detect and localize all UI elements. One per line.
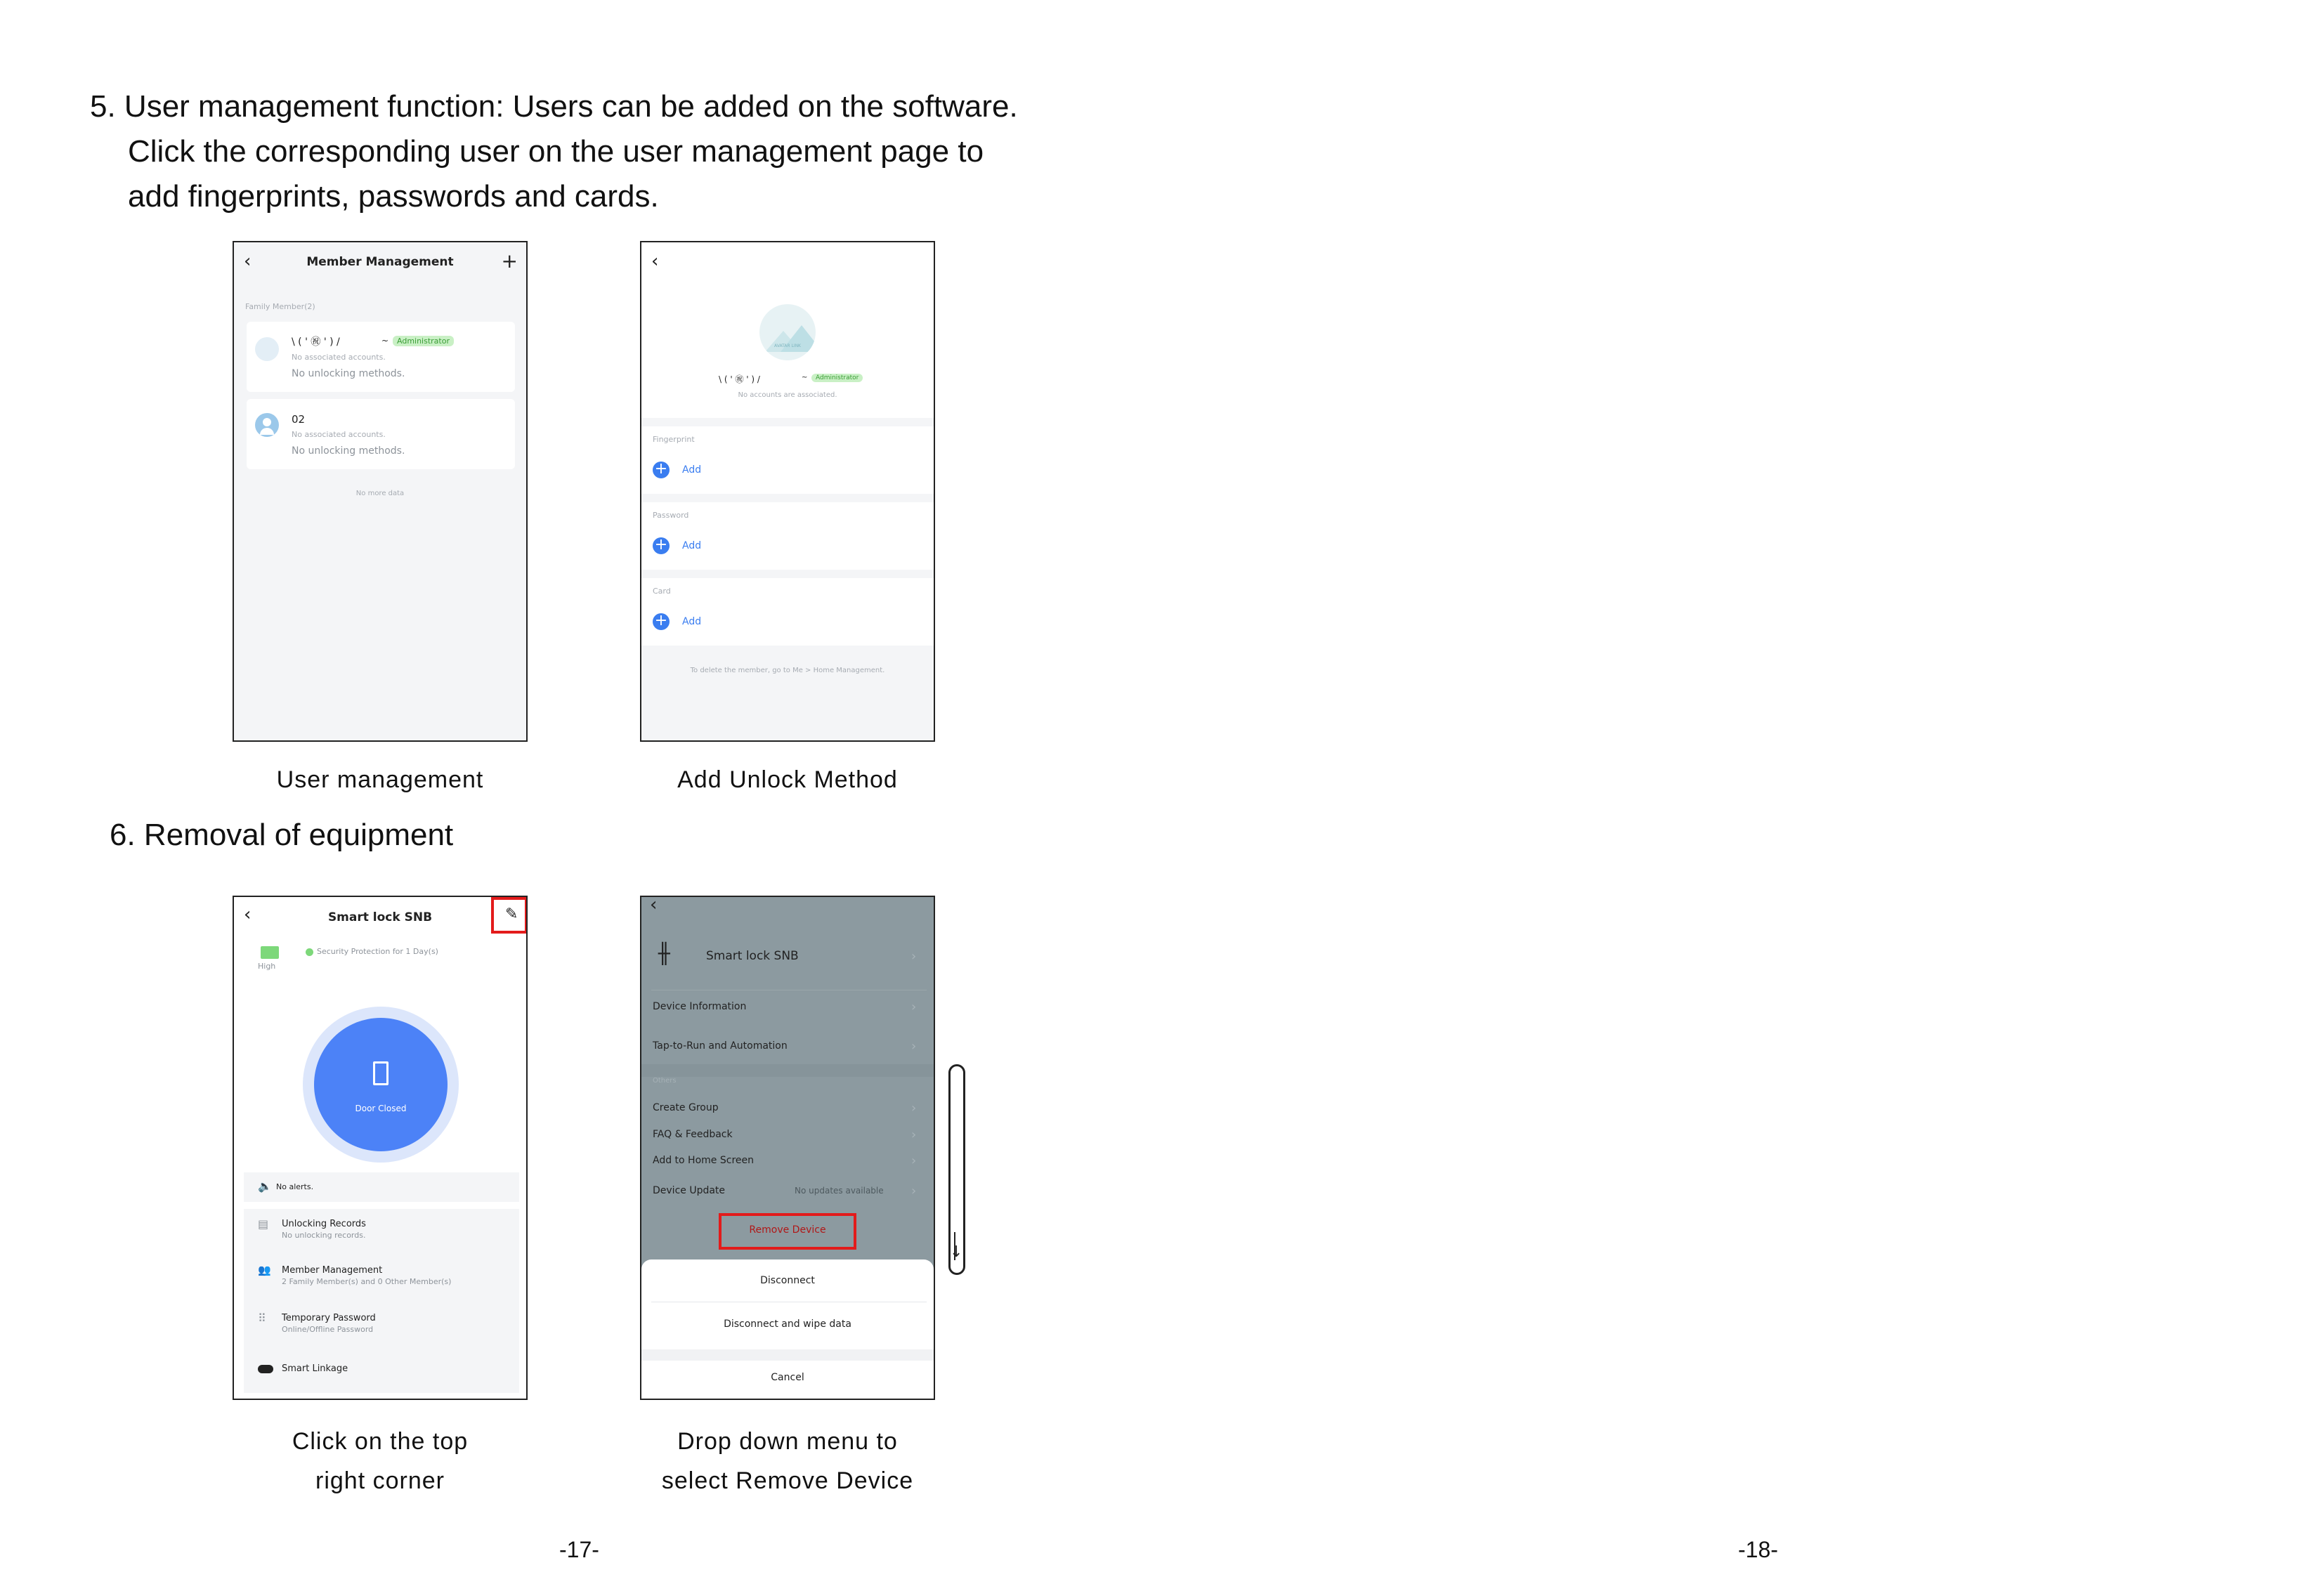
scroll-indicator: [948, 1064, 965, 1275]
highlight-box: [719, 1213, 856, 1250]
menu-item-title: Temporary Password: [282, 1313, 376, 1323]
chevron-right-icon: ›: [911, 949, 917, 964]
alerts-text: No alerts.: [276, 1182, 314, 1191]
add-unlock-screenshot: [640, 241, 935, 742]
page-number-right: -18-: [1738, 1537, 1778, 1562]
member-accounts: No associated accounts.: [292, 430, 386, 439]
protection-text: Security Protection for 1 Day(s): [317, 947, 438, 956]
chevron-left-icon[interactable]: ‹: [244, 251, 252, 272]
chevron-right-icon: ›: [911, 1127, 917, 1142]
member-name: \ ( ' ㊗ ' ) /: [719, 374, 760, 384]
add-card-button[interactable]: Add: [682, 616, 702, 627]
disconnect-option[interactable]: Disconnect: [760, 1275, 815, 1286]
tap-to-run-item[interactable]: Tap-to-Run and Automation: [653, 1040, 788, 1052]
menu-item-title: Unlocking Records: [282, 1219, 366, 1229]
page-number-left: -17-: [559, 1537, 599, 1562]
unlock-button[interactable]: [314, 1018, 448, 1151]
member-name: \ ( ' ㊗ ' ) /: [292, 336, 340, 348]
admin-badge: Administrator: [811, 374, 863, 382]
battery-icon: [261, 946, 279, 959]
plus-icon[interactable]: +: [501, 249, 518, 273]
chevron-right-icon: ›: [911, 1153, 917, 1168]
admin-badge: Administrator: [393, 336, 454, 346]
caption-user-management: User management: [276, 766, 484, 793]
member-methods: No unlocking methods.: [292, 445, 405, 457]
section-label: Family Member(2): [245, 302, 315, 311]
shield-icon: [306, 948, 313, 956]
smart-lock-screenshot: [233, 896, 528, 1400]
member-suffix: ~: [381, 336, 389, 346]
section-label: Password: [653, 511, 689, 520]
menu-item-sub: 2 Family Member(s) and 0 Other Member(s): [282, 1277, 452, 1286]
avatar-image[interactable]: [759, 304, 816, 360]
cancel-option[interactable]: Cancel: [771, 1372, 804, 1383]
add-icon[interactable]: +: [653, 462, 670, 478]
menu-item-title: Smart Linkage: [282, 1363, 348, 1374]
others-label: Others: [653, 1077, 677, 1085]
device-name: Smart lock SNB: [706, 949, 799, 963]
add-icon[interactable]: +: [653, 537, 670, 554]
screen-title: Member Management: [306, 255, 454, 269]
toggle-icon: [258, 1365, 273, 1373]
menu-item-unlocking-records[interactable]: [244, 1209, 519, 1252]
add-to-home-item[interactable]: Add to Home Screen: [653, 1155, 754, 1166]
menu-panel: [244, 1209, 519, 1393]
member-methods: No unlocking methods.: [292, 368, 405, 379]
avatar-text: AVATAR LINK: [774, 343, 801, 348]
keypad-icon: ⠿: [258, 1311, 266, 1325]
add-icon[interactable]: +: [653, 613, 670, 630]
menu-item-temporary-password[interactable]: [244, 1303, 519, 1347]
add-password-button[interactable]: Add: [682, 540, 702, 551]
speaker-icon: 🔈: [258, 1179, 272, 1193]
action-sheet: [641, 1259, 934, 1400]
chevron-left-icon[interactable]: ‹: [244, 904, 252, 925]
lock-device-icon: ╫: [658, 942, 670, 965]
highlight-box: [491, 897, 528, 934]
member-card[interactable]: [247, 322, 515, 392]
faq-feedback-item[interactable]: FAQ & Feedback: [653, 1129, 733, 1140]
member-management-screenshot: [233, 241, 528, 742]
caption-drop-down-1: Drop down menu to: [677, 1428, 898, 1455]
section5-line1: 5. User management function: Users can be added on the software.: [90, 89, 1018, 124]
card-section: [641, 578, 934, 646]
avatar: [255, 413, 279, 437]
section-label: Fingerprint: [653, 435, 695, 444]
member-card[interactable]: [247, 399, 515, 469]
chevron-right-icon: ›: [911, 1039, 917, 1054]
members-icon: 👥: [258, 1264, 271, 1276]
password-section: [641, 502, 934, 570]
chevron-left-icon[interactable]: ‹: [650, 896, 658, 915]
document-icon: ▤: [258, 1217, 269, 1231]
member-accounts: No associated accounts.: [292, 353, 386, 362]
battery-label: High: [258, 962, 276, 971]
menu-item-member-management[interactable]: [244, 1255, 519, 1299]
caption-click-top-2: right corner: [315, 1467, 445, 1494]
delete-hint: To delete the member, go to Me > Home Management.: [690, 667, 885, 674]
chevron-right-icon: ›: [911, 1101, 917, 1115]
menu-item-sub: Online/Offline Password: [282, 1325, 374, 1334]
device-settings-screenshot: [640, 896, 935, 1400]
menu-item-sub: No unlocking records.: [282, 1231, 366, 1240]
door-icon: [373, 1061, 389, 1085]
chevron-right-icon: ›: [911, 1000, 917, 1014]
caption-add-unlock: Add Unlock Method: [677, 766, 898, 793]
fingerprint-section: [641, 426, 934, 494]
menu-item-smart-linkage[interactable]: [244, 1354, 519, 1387]
caption-click-top-1: Click on the top: [292, 1428, 469, 1455]
device-update-item[interactable]: Device Update: [653, 1185, 726, 1196]
remove-device-label: Remove Device: [749, 1224, 826, 1236]
section6-title: 6. Removal of equipment: [110, 818, 454, 852]
chevron-left-icon[interactable]: ‹: [651, 251, 659, 272]
member-name: 02: [292, 413, 306, 426]
device-title: Smart lock SNB: [327, 910, 433, 924]
update-status: No updates available: [795, 1186, 884, 1196]
alerts-bar: [244, 1172, 519, 1202]
device-information-item[interactable]: Device Information: [653, 1001, 747, 1012]
section-label: Card: [653, 587, 671, 596]
menu-item-title: Member Management: [282, 1265, 383, 1276]
list-footer: No more data: [355, 490, 405, 497]
arrow-down-icon: ↓: [950, 1243, 963, 1261]
accounts-text: No accounts are associated.: [738, 391, 837, 399]
section5-line3: add fingerprints, passwords and cards.: [128, 179, 659, 214]
member-suffix: ~: [802, 374, 808, 381]
caption-drop-down-2: select Remove Device: [661, 1467, 914, 1494]
chevron-right-icon: ›: [911, 1184, 917, 1198]
disconnect-wipe-option[interactable]: Disconnect and wipe data: [724, 1318, 851, 1330]
add-fingerprint-button[interactable]: Add: [682, 464, 702, 476]
avatar: [255, 337, 279, 361]
door-status: Door Closed: [355, 1104, 407, 1113]
section5-line2: Click the corresponding user on the user management page to: [128, 134, 984, 169]
pencil-icon[interactable]: ✎: [505, 905, 518, 923]
create-group-item[interactable]: Create Group: [653, 1102, 719, 1113]
